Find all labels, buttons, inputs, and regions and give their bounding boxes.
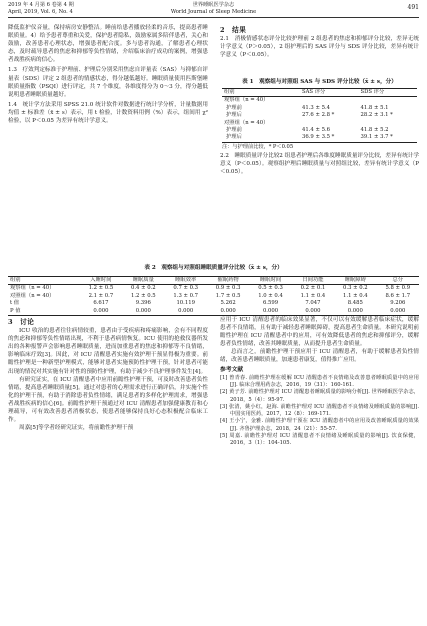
section-title: 1.4 统计学方法 — [8, 101, 51, 108]
reference-item: [3] 张清，姚小红，赵海. 前瞻性护理对 ICU 清醒患者不良情绪及睡眠质量的影响[J]. 中国实用医药，2017，12（8）：169-171. — [220, 403, 419, 418]
table-row: 对照组（n = 40） — [224, 119, 269, 126]
section-1-3 — [8, 66, 208, 98]
conclusion-column — [220, 316, 419, 448]
table-row: 护理前 41.4 ± 5.6 41.8 ± 5.2 — [226, 127, 389, 134]
paragraph: 护理前 2 组患者的焦虑和抑郁评分比较，差异无统计学意义（P＞0.05），2 组护理后的 SAS 评分与 SDS 评分比较，差异有统计学意义（P＜0.05）。 — [220, 36, 419, 59]
section-heading: 2 结果 — [220, 26, 247, 34]
paragraph: 总而言之，前瞻性护理干预应用于 ICU 清醒患者，有助于缓解患者负性情绪，改善患者睡眠质量，加速患者康复，值得推广应用。 — [220, 349, 419, 364]
reference-item: [1] 曾青春. 前瞻性护理在缓解 ICU 清醒患者不良情绪及改善患者睡眠质量中的应用[J]. 临床合理用药杂志，2016，19（31）：160-161. — [220, 374, 419, 388]
section-heading: 3 讨论 — [8, 318, 35, 326]
table2-header: 睡眠障碍 — [334, 277, 376, 285]
table1-header: SDS 评分 — [358, 89, 417, 97]
paragraph: 降低监护仪音量，保持病房安静整洁。睡前给患者播放轻柔的音乐，提高患者睡眠质量。4）给予患者尊重和关爱，保护患者隐私，鼓励家属多陪伴患者，关心和鼓励，改善患者心理状态，增强患者配合度。多与患者沟通，了解患者心理状态，及时疏导患者的焦虑和抑郁等负性情绪，介绍临床治疗成功的案例，增强患者战胜疾病的信心。 — [8, 25, 208, 64]
table1-caption: 表 1 观察组与对照组 SAS 与 SDS 评分比较（x̄ ± s，分） — [242, 79, 397, 85]
paragraph: 2 组患者护理后各维度睡眠质量评分比较，差异有统计学意义（P＜0.05）。观察组护理后睡眠质量与对照组比较，差异有统计学意义（P＜0.05）。 — [220, 153, 419, 176]
journal-issue: 2019 年 4 月第 6 卷第 4 期 April, 2019, Vol. 6, No. 4 — [8, 2, 74, 15]
discussion-column — [8, 316, 208, 432]
table2-header: 总分 — [377, 277, 419, 285]
table1 — [222, 88, 417, 143]
page-header — [8, 2, 419, 22]
reference-item: [4] 王小宁，金雅. 前瞻性护理干预在 ICU 清醒患者中的应用及改善睡眠质量的效果[J]. 齐鲁护理杂志，2018，24（21）：55-57. — [220, 418, 419, 432]
section-title: 2.2 睡眠质量评分比较 — [220, 153, 280, 159]
table2-caption: 表 2 观察组与对照组睡眠质量评分比较（x̄ ± s，分） — [144, 265, 283, 271]
reference-item: [2] 黄子芳. 前瞻性护理对 ICU 清醒患者睡眠质量的影响分析[J]. 世界睡眠医学杂志，2018，5（4）：95-97. — [220, 389, 419, 403]
table-row: t 值 6.617 9.396 10.119 5.262 6.599 7.047 8.485 9.206 — [10, 300, 406, 307]
paragraph: 周嘉[5]等学者经研究证实，将前瞻性护理干预 — [19, 425, 134, 432]
table-row: 护理前 41.3 ± 5.4 41.8 ± 5.1 — [226, 104, 389, 111]
journal-name: 世界睡眠医学杂志 World Journal of Sleep Medicine — [170, 2, 257, 15]
right-column — [220, 24, 419, 59]
table-row: 护理后 36.9 ± 3.5 * 39.1 ± 3.7 * — [222, 134, 417, 142]
section-2-1 — [220, 35, 419, 59]
table2-header: 组别 — [8, 277, 80, 285]
paragraph: 应用于 ICU 清醒患者的临床效果显著，不仅可以有效缓解患者临床症状，缓解患者不良情绪，且有助于减轻患者睡眠障碍，提高患者生命质量。本研究说明前瞻性护理在 ICU 清醒患者中的应用，可有效降低患者的焦虑和抑郁评分，缓解患者负性情绪，改善其睡眠质量，从而提升患者生命质量。 — [220, 317, 419, 348]
table1-header: 组别 — [222, 89, 300, 97]
paragraph: 采用 SPSS 21.0 统计软件对数据进行统计学分析，计量数据用均值 ± 标准差（x̄ ± s）表示，用 t 检验，计数资料用例（%）表示，组间用 χ² 检验，以 P＜0.05 为差异有统计学意义。 — [8, 101, 208, 125]
table-row: P 值 0.000 0.000 0.000 0.000 0.000 0.000 0.000 0.000 — [8, 308, 419, 316]
table-row: 护理后 27.6 ± 2.8 * 28.2 ± 3.1 * — [226, 112, 393, 119]
references-list — [220, 375, 419, 448]
section-title: 2.1 消极情感状态评分比较 — [220, 36, 292, 43]
table2-header: 入睡时间 — [80, 277, 122, 285]
paragraph: 于护理前、护理后分别采用焦虑自评量表（SAS）与抑郁自评量表（SDS）评定 2 组患者的情感状态，得分越低越好。睡眠质量使用匹斯堡睡眠质量指数（PSQI）进行评定，共 7 个维度，各维度得分为 0～3 分，得分越低说明患者睡眠质量越好。 — [8, 67, 208, 98]
table1-note: 注：与护理前比较，* P＜0.05 — [222, 144, 294, 150]
right-column-2-2 — [220, 152, 419, 176]
table2-header: 睡眠效率 — [165, 277, 207, 285]
section-2-2 — [220, 152, 419, 176]
section-1-4 — [8, 101, 208, 125]
table-row: 对照组（n = 40） 2.1 ± 0.7 1.2 ± 0.5 1.3 ± 0.7 1.7 ± 0.5 1.0 ± 0.4 1.1 ± 0.4 1.1 ± 0.4 8.6 ± 1.7 — [10, 292, 411, 299]
table2-header: 睡眠时间 — [249, 277, 291, 285]
reference-item: [5] 周嘉. 前瞻性护理对 ICU 清醒患者不良情绪及睡眠质量的影响[J]. 饮食保健，2016，3（1）：104-105. — [220, 433, 419, 447]
header-rule — [8, 17, 419, 18]
paragraph: 有研究证实，在 ICU 清醒患者中应用前瞻性护理干预，可及时改善患者负性情绪，提高患者睡眠质量[5]。通过对患者的心理需求进行正确评估，并实施个性化的护理干预，有助于消除患者负性情绪，满足患者的多样化护理需求，增强患者战胜疾病的信心[6]。前瞻性护理干预通过对 ICU 清醒患者加强健康教育和心理疏导，可有效改善患者消极状态，使患者能够保持良好心态积极配合临床工作。 — [8, 376, 208, 424]
table-row: 观察组（n = 40） — [224, 97, 269, 104]
table2-header: 睡眠质量 — [122, 277, 164, 285]
table1-header: SAS 评分 — [300, 89, 359, 97]
paragraph: ICU 收治的患者往往病情较重，患者由于受疾病和疼痛影响，会有不同程度的焦虑和抑郁等负性情绪出现，不利于患者病情恢复。ICU 使用的抢救仪器所发出的各种报警声会影响患者睡眠质量，进而加重患者的焦虑和抑郁等不良情绪，影响临床疗效[3]。因此，对 ICU 清醒患者实施有效护理干预显得极为重要。前瞻性护理是一种新型护理模式，能够对患者实施预防性护理干预，针对患者可能出现的情况对其实施有针对性的预防性护理，有助于减少不良护理事件发生[4]。 — [8, 328, 208, 375]
page-number: 491 — [407, 4, 419, 11]
section-title: 1.3 疗效判定标准 — [8, 67, 57, 74]
table2-header: 催眠药物 — [207, 277, 249, 285]
references-title: 参考文献 — [220, 366, 244, 373]
left-column — [8, 24, 208, 125]
table-row: 观察组（n = 40） 1.2 ± 0.5 0.4 ± 0.2 0.7 ± 0.3 0.9 ± 0.3 0.5 ± 0.3 0.2 ± 0.1 0.3 ± 0.2 5.8 ± 0.9 — [10, 285, 411, 292]
table2 — [8, 276, 419, 316]
table2-header: 日间功能 — [292, 277, 334, 285]
